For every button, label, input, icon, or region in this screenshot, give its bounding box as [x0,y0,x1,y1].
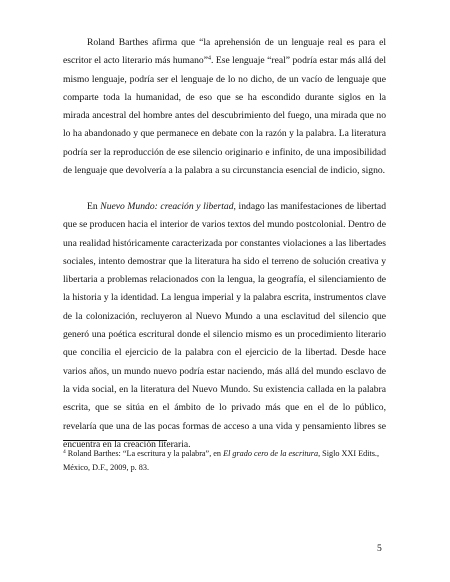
footnote-italic-title: El grado cero de la escritura [223,449,319,458]
footnote-text-b: , Siglo XXI Edits., México, D.F., 2009, p. 83. [63,449,380,472]
paragraph-1-text-a: Roland Barthes afirma que “la aprehensión de un lenguaje real es para el escritor el acto literario más humano” [63,37,386,67]
footnote-number: 4 [63,449,66,455]
paragraph-2-italic-title: Nuevo Mundo: creación y libertad [100,201,234,212]
paragraph-1-text-b: . Ese lenguaje “real” podría estar más allá del mismo lenguaje, podría ser el lenguaje de lo no dicho, de un vacío de lenguaje que comparte toda la humanidad, de eso que se ha escondido durante siglos en la mirada ancestral del hombre antes del descubrimiento del fuego, una mirada que no lo ha abandonado y que permanece en debate con la razón y la palabra. La literatura podría ser la reproducción de ese silencio originario e infinito, de una imposibilidad de lenguaje que devolvería a la palabra a su circunstancia esencial de indicio, signo. [63,55,386,177]
body-paragraph-1 [63,34,386,180]
paragraph-2-intro: En [87,201,101,212]
footnote-text-a: Roland Barthes: “La escritura y la palabra”, en [65,449,224,458]
footnote-separator [63,440,167,441]
paragraph-2-text: , indago las manifestaciones de libertad que se producen hacia el interior de varios textos del mundo postcolonial. Dentro de una realidad históricamente caracterizada por constantes violaciones a las libertades sociales, intento demostrar que la literatura ha sido el terreno de solución creativa y libertaria a problemas relacionados con la lengua, la geografía, el silenciamiento de la historia y la identidad. La lengua imperial y la palabra escrita, instrumentos clave de la colonización, recluyeron al Nuevo Mundo a una esclavitud del silencio que generó una poética escritural donde el silencio mismo es un procedimiento literario que concilia el ejercicio de la palabra con el ejercicio de la libertad. Desde hace varios años, un mundo nuevo podría estar naciendo, más allá del mundo esclavo de la vida social, en la literatura del Nuevo Mundo. Su existencia callada en la palabra escrita, que se sitúa en el ámbito de lo privado más que en el de lo público, revelaría que una de las pocas formas de acceso a una vida y pensamiento libres se encuentra en la creación literaria. [63,201,386,450]
page-number: 5 [377,543,382,554]
body-paragraph-2 [63,198,386,454]
footnote [63,447,386,474]
footnote-reference: 4 [207,55,211,62]
